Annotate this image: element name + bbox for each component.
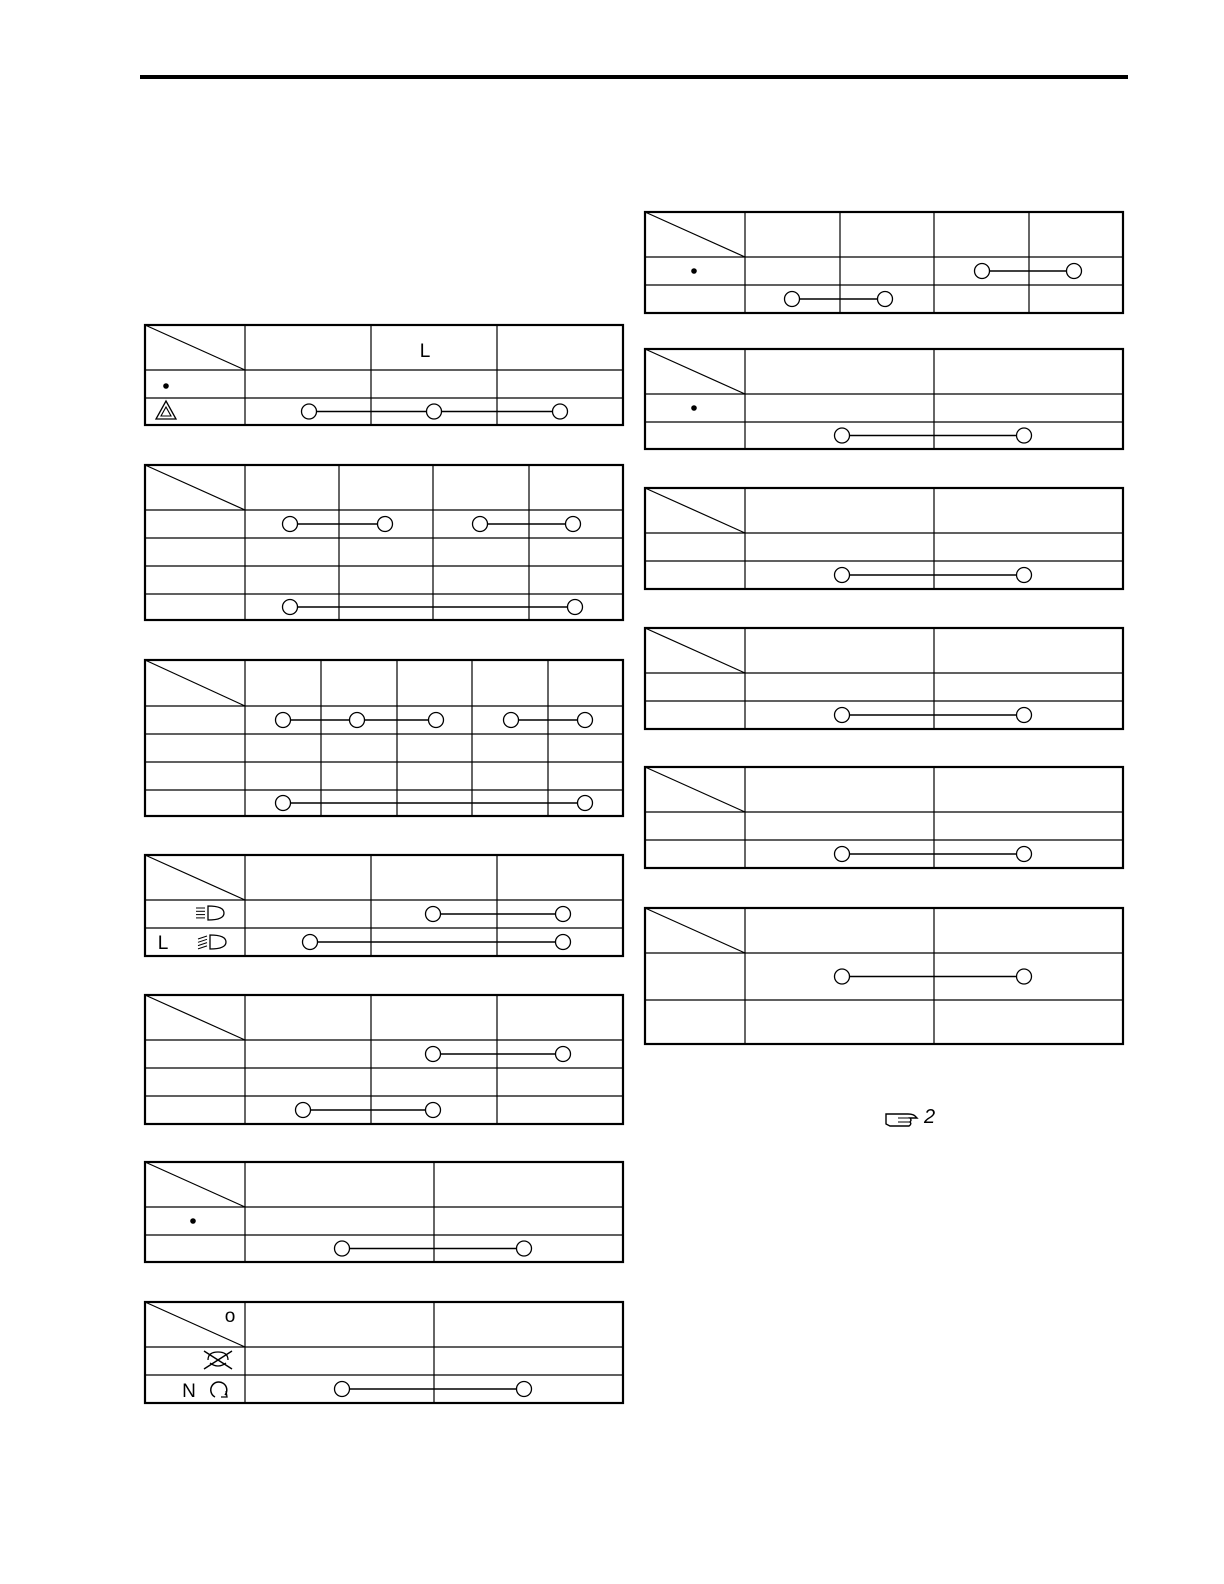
bullet-icon — [691, 405, 697, 411]
continuity-table — [645, 767, 1123, 868]
terminal-node — [568, 600, 583, 615]
terminal-node — [427, 404, 442, 419]
bullet-icon — [190, 1218, 196, 1224]
terminal-node — [1017, 708, 1032, 723]
terminal-node — [1067, 264, 1082, 279]
terminal-node — [835, 847, 850, 862]
table-label: L — [157, 933, 169, 954]
header-diagonal — [645, 349, 745, 394]
table-border — [645, 628, 1123, 729]
continuity-table — [645, 212, 1123, 313]
header-diagonal — [145, 995, 245, 1040]
terminal-node — [975, 264, 990, 279]
terminal-node — [835, 708, 850, 723]
terminal-node — [276, 713, 291, 728]
terminal-node — [578, 713, 593, 728]
table-border — [645, 488, 1123, 589]
terminal-node — [283, 600, 298, 615]
terminal-node — [878, 292, 893, 307]
terminal-node — [556, 935, 571, 950]
terminal-node — [835, 428, 850, 443]
bullet-icon — [691, 268, 697, 274]
continuity-table — [145, 325, 623, 425]
header-diagonal — [145, 660, 245, 706]
table-border — [145, 660, 623, 816]
header-diagonal — [145, 465, 245, 510]
table-label: N — [182, 1381, 196, 1402]
header-diagonal — [145, 855, 245, 900]
terminal-node — [504, 713, 519, 728]
continuity-table — [645, 628, 1123, 729]
continuity-connection — [426, 1047, 571, 1062]
continuity-table — [145, 995, 623, 1124]
header-diagonal — [145, 325, 245, 370]
terminal-node — [473, 517, 488, 532]
table-border — [145, 325, 623, 425]
continuity-connection — [835, 568, 1032, 583]
terminal-node — [429, 713, 444, 728]
start-rotate-icon — [211, 1382, 227, 1397]
continuity-table — [145, 1162, 623, 1262]
continuity-connection — [302, 404, 568, 419]
terminal-node — [426, 1047, 441, 1062]
reference-number: 2 — [924, 1106, 936, 1128]
continuity-connection — [785, 292, 893, 307]
continuity-table — [145, 855, 623, 956]
continuity-connection — [835, 847, 1032, 862]
terminal-node — [350, 713, 365, 728]
low-beam-icon — [198, 935, 226, 949]
table-border — [645, 349, 1123, 449]
terminal-node — [1017, 969, 1032, 984]
terminal-node — [785, 292, 800, 307]
table-border — [145, 1162, 623, 1262]
continuity-connection — [835, 428, 1032, 443]
bullet-icon — [163, 383, 169, 389]
header-diagonal — [645, 908, 745, 953]
terminal-node — [1017, 568, 1032, 583]
terminal-node — [517, 1382, 532, 1397]
continuity-table — [645, 349, 1123, 449]
continuity-connection — [835, 708, 1032, 723]
header-diagonal — [645, 488, 745, 533]
continuity-connection — [835, 969, 1032, 984]
terminal-node — [553, 404, 568, 419]
continuity-table — [145, 465, 623, 620]
table-border — [145, 465, 623, 620]
terminal-node — [283, 517, 298, 532]
hazard-warning-icon — [156, 401, 176, 419]
continuity-table — [645, 488, 1123, 589]
header-diagonal — [645, 767, 745, 812]
continuity-table — [145, 1302, 623, 1403]
high-beam-icon — [196, 906, 224, 920]
pointing-hand-icon — [884, 1108, 920, 1130]
continuity-connection — [335, 1241, 532, 1256]
terminal-node — [1017, 428, 1032, 443]
continuity-connection — [296, 1103, 441, 1118]
terminal-node — [835, 969, 850, 984]
continuity-connection — [473, 517, 581, 532]
continuity-connection — [975, 264, 1082, 279]
terminal-node — [303, 935, 318, 950]
terminal-node — [835, 568, 850, 583]
ignition-off-icon — [204, 1351, 232, 1369]
terminal-node — [335, 1382, 350, 1397]
terminal-node — [556, 1047, 571, 1062]
terminal-node — [566, 517, 581, 532]
continuity-connection — [303, 935, 571, 950]
header-diagonal — [645, 212, 745, 257]
terminal-node — [426, 1103, 441, 1118]
continuity-table — [145, 660, 623, 816]
continuity-connection — [276, 713, 444, 728]
terminal-node — [517, 1241, 532, 1256]
terminal-node — [276, 796, 291, 811]
continuity-connection — [426, 907, 571, 922]
table-border — [145, 855, 623, 956]
terminal-node — [378, 517, 393, 532]
terminal-node — [296, 1103, 311, 1118]
table-label: o — [224, 1306, 236, 1327]
table-border — [145, 995, 623, 1124]
terminal-node — [302, 404, 317, 419]
terminal-node — [426, 907, 441, 922]
terminal-node — [556, 907, 571, 922]
page-reference — [884, 1106, 944, 1132]
table-border — [645, 767, 1123, 868]
header-diagonal — [145, 1162, 245, 1207]
terminal-node — [335, 1241, 350, 1256]
continuity-connection — [283, 517, 393, 532]
continuity-table — [645, 908, 1123, 1044]
terminal-node — [1017, 847, 1032, 862]
terminal-node — [578, 796, 593, 811]
header-diagonal — [645, 628, 745, 673]
table-label: L — [419, 341, 431, 362]
continuity-connection — [276, 796, 593, 811]
continuity-connection — [335, 1382, 532, 1397]
